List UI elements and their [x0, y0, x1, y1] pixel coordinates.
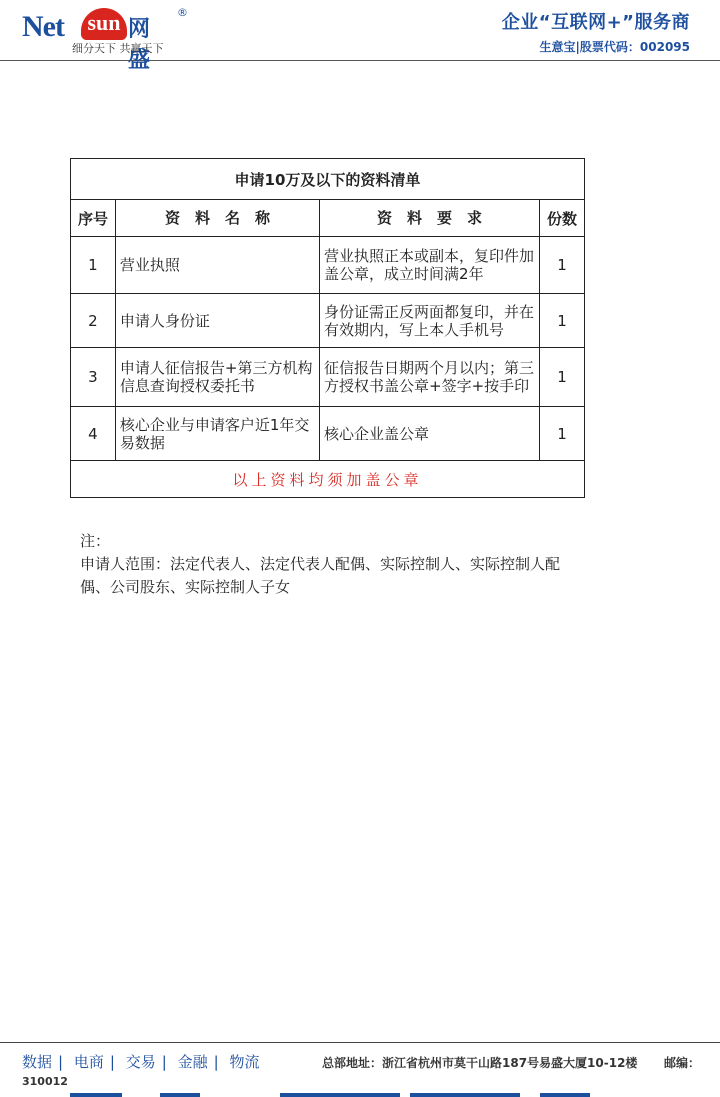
zip-code: 310012: [22, 1075, 68, 1088]
headquarters-address: 总部地址：浙江省杭州市莫干山路187号易盛大厦10-12楼: [322, 1056, 638, 1070]
document-requirement: 核心企业盖公章: [320, 407, 540, 461]
cropped-footer-line: [70, 1093, 590, 1097]
logo-chinese-name: 网盛: [128, 17, 151, 73]
footer-nav-logistics[interactable]: 物流: [229, 1053, 260, 1071]
page-header: [0, 0, 720, 73]
column-header-quantity: 份数: [540, 200, 585, 237]
row-number: 3: [71, 348, 116, 407]
logo-net-text: Net: [22, 10, 64, 43]
footer-nav-data[interactable]: 数据: [22, 1053, 53, 1071]
header-right: [502, 8, 690, 55]
document-name: 申请人征信报告+第三方机构信息查询授权委托书: [115, 348, 319, 407]
table-row: [71, 348, 585, 407]
table-header-row: [71, 200, 585, 237]
table-row: [71, 294, 585, 348]
copy-count: 1: [540, 237, 585, 294]
logo-sun-badge: [81, 8, 127, 40]
applicant-scope-note: [80, 530, 580, 599]
copy-count: 1: [540, 348, 585, 407]
copy-count: 1: [540, 294, 585, 348]
document-requirement: 营业执照正本或副本，复印件加盖公章，成立时间满2年: [320, 237, 540, 294]
table-footer-row: [71, 461, 585, 498]
row-number: 1: [71, 237, 116, 294]
stamp-requirement-note: 以上资料均须加盖公章: [71, 461, 585, 498]
column-header-number: 序号: [71, 200, 116, 237]
document-name: 申请人身份证: [115, 294, 319, 348]
note-text: 申请人范围：法定代表人、法定代表人配偶、实际控制人、实际控制人配偶、公司股东、实际控制人子女: [80, 555, 561, 596]
stock-info: 生意宝|股票代码：002095: [539, 40, 690, 54]
table-title-row: [71, 159, 585, 200]
note-label: 注：: [80, 532, 111, 550]
nav-divider: |: [109, 1053, 115, 1071]
column-header-name: 资 料 名 称: [115, 200, 319, 237]
footer-nav-trade[interactable]: 交易: [125, 1053, 156, 1071]
nav-divider: |: [213, 1053, 219, 1071]
table-row: [71, 407, 585, 461]
table-row: [71, 237, 585, 294]
nav-divider: |: [58, 1053, 64, 1071]
zip-label: 邮编：: [664, 1056, 701, 1070]
row-number: 2: [71, 294, 116, 348]
table-title: 申请10万及以下的资料清单: [71, 159, 585, 200]
nav-divider: |: [161, 1053, 167, 1071]
company-slogan: 企业“互联网+”服务商: [501, 12, 690, 33]
document-requirement: 身份证需正反两面都复印，并在有效期内，写上本人手机号: [320, 294, 540, 348]
row-number: 4: [71, 407, 116, 461]
logo-tagline: 细分天下 共赢天下: [72, 42, 164, 55]
document-name: 营业执照: [115, 237, 319, 294]
document-requirement: 征信报告日期两个月以内；第三方授权书盖公章+签字+按手印: [320, 348, 540, 407]
document-checklist-table: [70, 158, 585, 498]
page-footer: [0, 1042, 720, 1097]
footer-nav-ecommerce[interactable]: 电商: [73, 1053, 104, 1071]
copy-count: 1: [540, 407, 585, 461]
registered-mark: ®: [177, 6, 188, 19]
column-header-requirement: 资 料 要 求: [320, 200, 540, 237]
document-name: 核心企业与申请客户近1年交易数据: [115, 407, 319, 461]
footer-nav-finance[interactable]: 金融: [177, 1053, 208, 1071]
footer-nav: [22, 1051, 259, 1072]
logo-sun-text: sun: [87, 10, 121, 35]
